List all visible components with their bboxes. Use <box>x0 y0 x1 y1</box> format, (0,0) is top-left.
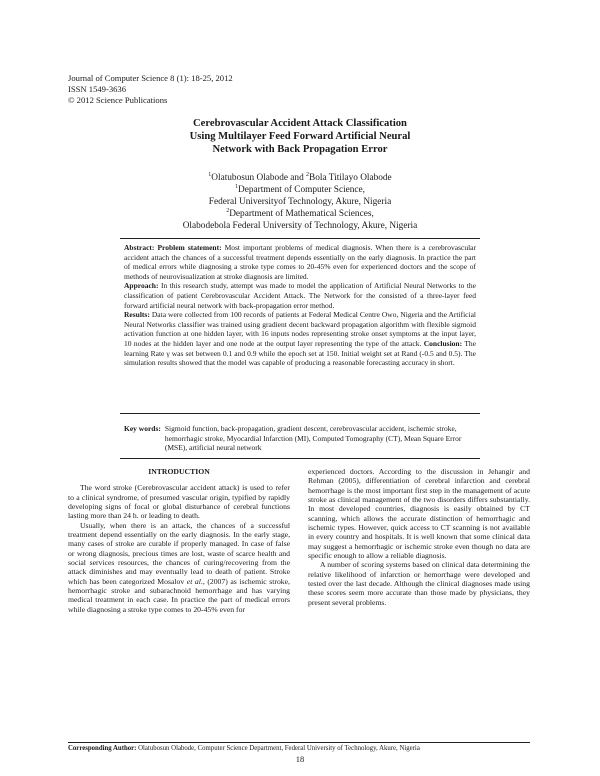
author-1-marker: 1 <box>208 171 212 178</box>
keywords-bottom-rule <box>120 458 480 459</box>
section-heading-introduction: INTRODUCTION <box>148 467 210 476</box>
footer-rule <box>68 742 530 743</box>
title-line-3: Network with Back Propagation Error <box>212 144 388 155</box>
abstract-label: Abstract: <box>124 243 155 252</box>
paper-title <box>90 117 510 156</box>
conclusion-label: Conclusion: <box>423 338 463 348</box>
abstract <box>124 243 476 368</box>
author-2-name: Bola Titilayo Olabode <box>309 173 392 183</box>
intro-paragraph-1: The word stroke (Cerebrovascular accident attack) is used to refer to a clinical syndrome, of presumed vascular origin, typified by rapidly developing signs of focal or global disturbance of cerebral functions lasting more than 24 h. or leading to death. <box>68 483 290 521</box>
affiliation-2 <box>90 208 510 220</box>
abstract-approach <box>124 281 476 310</box>
results-text: Data were collected from 100 records of patients at Federal Medical Centre Owo, Nigeria and the Artificial Neural Networks classifier was trained using gradient decent backward propagation algorithm with flexible sigmoid activation function at one hidden layer, with 16 inputs nodes representing stroke onset symptoms at the input layer, 10 nodes at the hidden layer and one node at the output layer representing the type of the attack. <box>124 310 476 348</box>
intro-paragraph-3: A number of scoring systems based on clinical data determining the relative likelihood of infarction or hemorrhage were developed and tested over the last decade. Although the clinical diagnoses made using these scores seem more accurate than those made by physicians, they present several problems. <box>308 560 530 607</box>
title-line-1: Cerebrovascular Accident Attack Classification <box>193 118 407 129</box>
journal-issn: ISSN 1549-3636 <box>68 84 127 94</box>
results-label: Results: <box>124 310 150 320</box>
intro-paragraph-2-start: Usually, when there is an attack, the chances of a successful treatment depend essentially on the early diagnosis. In the early stage, many cases of stroke are curable if properly managed. In case of false or wrong diagnosis, precious times are lost, waste of scarce health and social services resources, the chances of curing/recovering from the attack diminishes and may eventually lead to death of patient. Stroke which has been categorized Mosalov <box>68 520 290 586</box>
author-2-marker: 2 <box>306 171 310 178</box>
journal-citation: Journal of Computer Science 8 (1): 18-25, 2012 <box>68 73 233 83</box>
approach-label: Approach: <box>124 281 159 291</box>
author-names <box>90 172 510 184</box>
corresponding-author-label: Corresponding Author: <box>68 745 137 752</box>
author-1-name: Olatubosun Olabode and <box>211 173 307 183</box>
abstract-top-rule <box>120 238 480 239</box>
approach-text: In this research study, attempt was made to model the application of Artificial Neural Networks to the classification of patient Cerebrovascular Accident Attack. The Network for the consisted of a three-layer feed forward artificial neural network with back-propagation error method. <box>124 281 476 310</box>
intro-paragraph-2 <box>68 521 290 614</box>
problem-statement-text: Most important problems of medical diagnosis. When there is a cerebrovascular accident attach the chances of a successful treatment depends essentially on the early diagnosis. In practice the part of medical errors while diagnosing a stroke type comes to 20-45% even for experienced doctors and the scope of methods of neurovisualization at stroke diagnosis are limited. <box>124 243 477 281</box>
affiliation-1 <box>90 184 510 196</box>
body-right-column <box>308 467 530 607</box>
intro-paragraph-2-end: ., (2007) as ischemic stroke, hemorrhagic stroke and subarachnoid hemorrhage and has varying medical treatment in each case. In practice the part of medical errors while diagnosing a stroke type comes to 20-45% even for <box>68 576 290 614</box>
journal-info <box>68 73 233 106</box>
abstract-problem <box>124 243 476 281</box>
affiliation-2-marker: 2 <box>226 207 230 214</box>
keywords <box>124 424 476 453</box>
conclusion-text: The learning Rate γ was set between 0.1 and 0.9 while the epoch set at 150. Initial weight set at Rand (-0.5 and 0.5). The simulation results showed that the model was capable of producing a reasonable forecasting accuracy in short. <box>124 338 477 368</box>
problem-statement-label: Problem statement: <box>157 243 222 252</box>
title-line-2: Using Multilayer Feed Forward Artificial Neural <box>189 131 411 142</box>
affiliation-1-dept: Department of Computer Science, <box>237 185 365 195</box>
abstract-results <box>124 310 476 368</box>
corresponding-author <box>68 744 538 753</box>
page-number: 18 <box>295 754 305 764</box>
affiliation-1-institution: Federal Universityof Technology, Akure, Nigeria <box>208 197 392 207</box>
body-left-column <box>68 467 290 614</box>
affiliation-2-institution: Olabodebola Federal University of Technology, Akure, Nigeria <box>182 221 418 231</box>
keywords-top-rule <box>120 413 480 414</box>
corresponding-author-text: Olatubosun Olabode, Computer Science Department, Federal University of Technology, Akure, Nigeria <box>136 745 420 752</box>
journal-copyright: © 2012 Science Publications <box>68 95 168 105</box>
keywords-text: Sigmoid function, back-propagation, gradient descent, cerebrovascular accident, ischemic stroke, hemorrhagic stroke, Myocardial Infarction (MI), Computed Tomography (CT), Mean Square Error (MSE), artificial neural network <box>164 424 462 453</box>
affiliation-2-dept: Department of Mathematical Sciences, <box>229 209 374 219</box>
affiliation-1-marker: 1 <box>234 183 238 190</box>
intro-paragraph-continued: experienced doctors. According to the discussion in Jehangir and Rehman (2005), differentiation of cerebral infarction and cerebral hemorrhage is the most important first step in the management of acute stroke as clinical management of the two disorders differs substantially. In most developed countries, diagnosis is easily obtained by CT scanning, which allows the accurate distinction of hemorrhagic and ischemic types. However, quick access to CT scanning is not available in every country and hospitals. It is well known that some clinical data may suggest a hemorrhagic or ischemic stroke even though no data are specific enough to allow a reliable diagnosis. <box>308 467 530 561</box>
citation-et-al: et al <box>186 576 201 586</box>
keywords-label: Key words: <box>124 424 161 433</box>
author-block <box>90 172 510 232</box>
